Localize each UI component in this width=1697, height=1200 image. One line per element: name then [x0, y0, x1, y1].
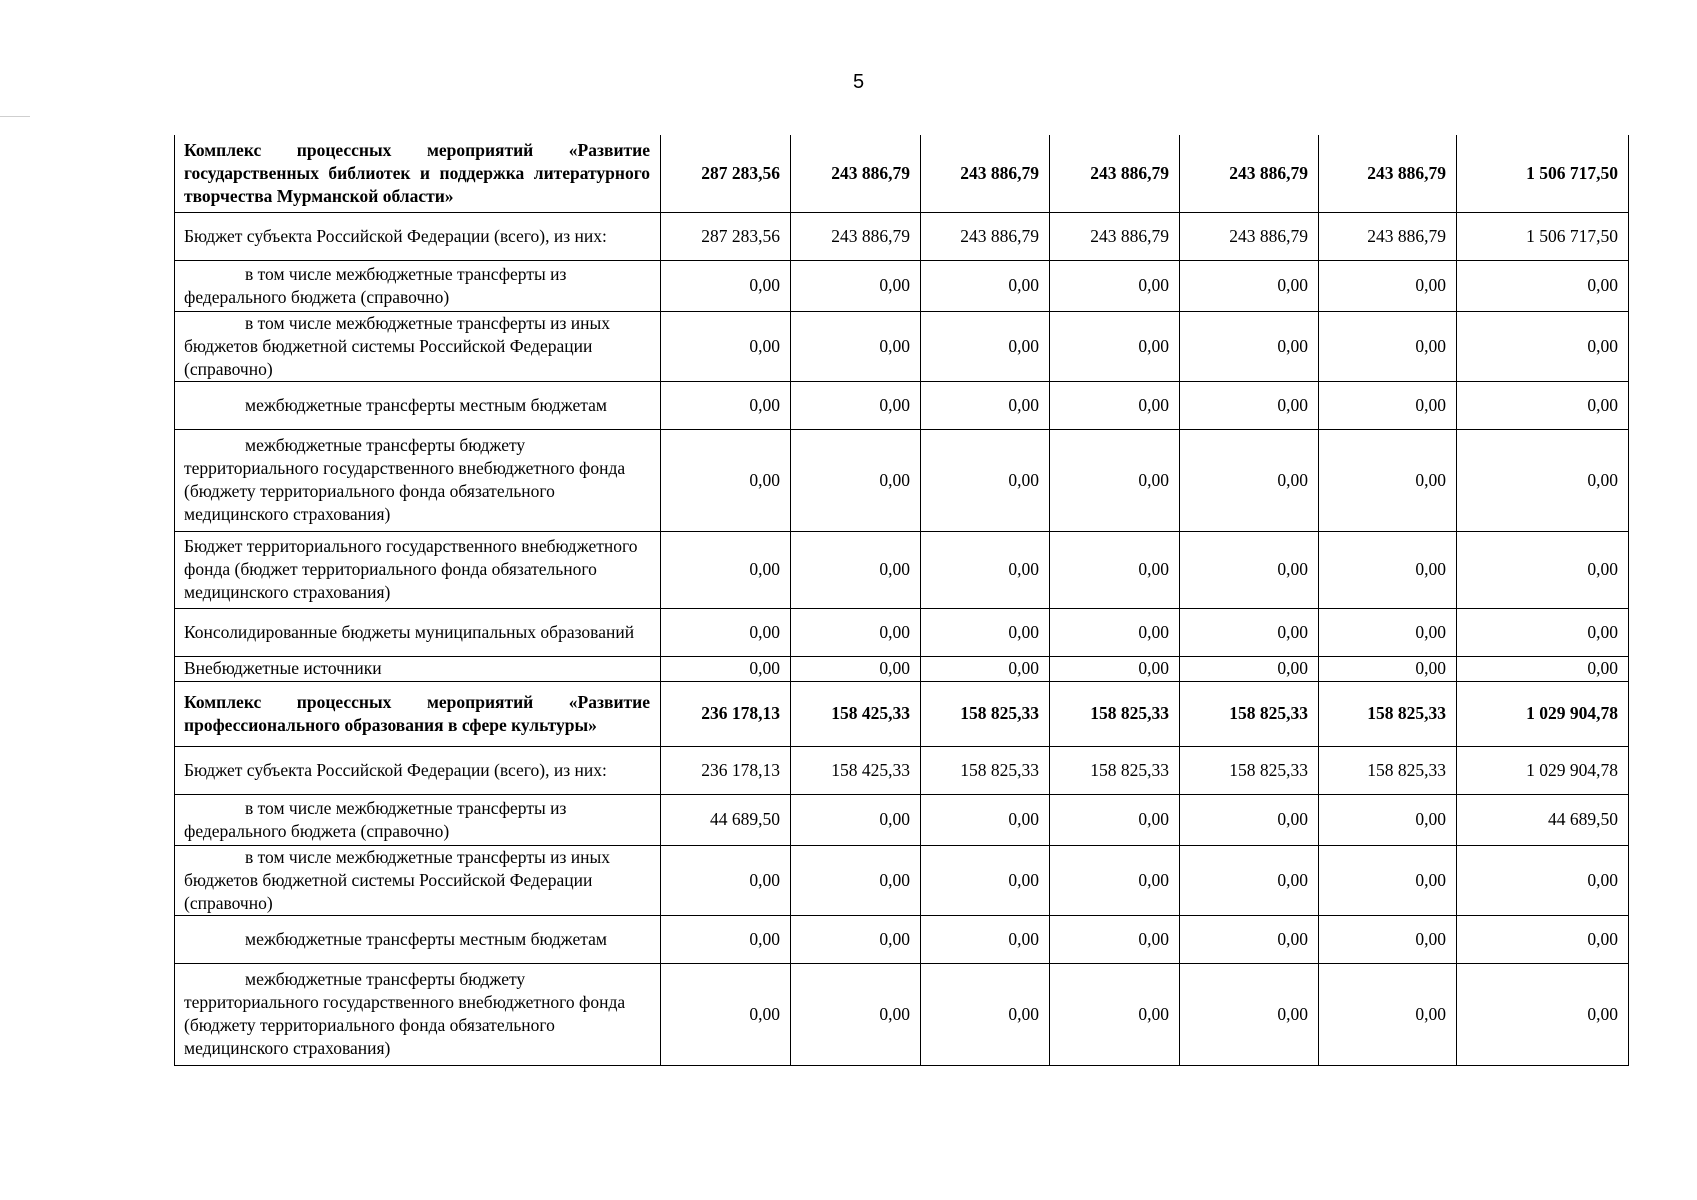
value-cell: 0,00: [661, 429, 791, 531]
value-cell: 0,00: [1050, 656, 1180, 681]
value-cell: 0,00: [791, 381, 921, 429]
value-cell: 158 825,33: [1180, 681, 1319, 746]
value-cell: 0,00: [1050, 845, 1180, 915]
row-label: в том числе межбюджетные трансферты из иных бюджетов бюджетной системы Российской Федерации (справочно): [175, 845, 661, 915]
table-row: [175, 845, 1629, 915]
value-cell: 0,00: [791, 260, 921, 311]
page-number: 5: [852, 71, 865, 93]
value-cell: 243 886,79: [921, 135, 1050, 212]
value-cell: 0,00: [1319, 311, 1457, 381]
value-cell: 0,00: [921, 794, 1050, 845]
value-cell: 0,00: [921, 915, 1050, 963]
value-cell: 0,00: [921, 260, 1050, 311]
value-cell: 158 825,33: [1319, 746, 1457, 794]
value-cell: 0,00: [1319, 845, 1457, 915]
value-cell: 0,00: [661, 915, 791, 963]
value-cell: 0,00: [661, 260, 791, 311]
total-cell: 0,00: [1457, 260, 1629, 311]
value-cell: 236 178,13: [661, 746, 791, 794]
value-cell: 236 178,13: [661, 681, 791, 746]
value-cell: 0,00: [661, 531, 791, 608]
value-cell: 0,00: [1050, 531, 1180, 608]
value-cell: 243 886,79: [1050, 135, 1180, 212]
value-cell: 0,00: [1180, 531, 1319, 608]
table-row: [175, 429, 1629, 531]
table-row: [175, 915, 1629, 963]
row-label: Бюджет территориального государственного внебюджетного фонда (бюджет территориального фонда обязательного медицинского страхования): [175, 531, 661, 608]
value-cell: 243 886,79: [1180, 135, 1319, 212]
row-label: Комплекс процессных мероприятий «Развитие профессионального образования в сфере культуры»: [175, 681, 661, 746]
row-label: межбюджетные трансферты бюджету территориального государственного внебюджетного фонда (бюджету территориального фонда обязательного медицинского страхования): [175, 429, 661, 531]
value-cell: 0,00: [1319, 381, 1457, 429]
value-cell: 0,00: [1319, 260, 1457, 311]
value-cell: 0,00: [1319, 656, 1457, 681]
table-row: [175, 794, 1629, 845]
table-row: [175, 381, 1629, 429]
value-cell: 0,00: [1050, 915, 1180, 963]
table-row: [175, 311, 1629, 381]
value-cell: 0,00: [661, 608, 791, 656]
value-cell: 287 283,56: [661, 212, 791, 260]
value-cell: 0,00: [791, 311, 921, 381]
value-cell: 0,00: [1180, 794, 1319, 845]
value-cell: 243 886,79: [1319, 212, 1457, 260]
value-cell: 0,00: [791, 656, 921, 681]
table-row: [175, 963, 1629, 1065]
total-cell: 0,00: [1457, 429, 1629, 531]
value-cell: 0,00: [661, 311, 791, 381]
section-row: [175, 135, 1629, 212]
value-cell: 0,00: [661, 656, 791, 681]
total-cell: 1 029 904,78: [1457, 746, 1629, 794]
table-row: [175, 746, 1629, 794]
total-cell: 0,00: [1457, 656, 1629, 681]
value-cell: 0,00: [1319, 963, 1457, 1065]
value-cell: 158 825,33: [921, 681, 1050, 746]
table-row: [175, 531, 1629, 608]
row-label: Консолидированные бюджеты муниципальных образований: [175, 608, 661, 656]
value-cell: 0,00: [1319, 794, 1457, 845]
value-cell: 0,00: [1180, 845, 1319, 915]
value-cell: 158 825,33: [921, 746, 1050, 794]
row-label: в том числе межбюджетные трансферты из федерального бюджета (справочно): [175, 260, 661, 311]
row-label: межбюджетные трансферты местным бюджетам: [175, 915, 661, 963]
row-label: Комплекс процессных мероприятий «Развитие государственных библиотек и поддержка литературного творчества Мурманской области»: [175, 135, 661, 212]
value-cell: 0,00: [791, 845, 921, 915]
value-cell: 0,00: [1050, 608, 1180, 656]
row-label: межбюджетные трансферты бюджету территориального государственного внебюджетного фонда (бюджету территориального фонда обязательного медицинского страхования): [175, 963, 661, 1065]
value-cell: 0,00: [1180, 429, 1319, 531]
value-cell: 0,00: [1319, 608, 1457, 656]
value-cell: 0,00: [791, 429, 921, 531]
total-cell: 0,00: [1457, 845, 1629, 915]
row-label: Бюджет субъекта Российской Федерации (всего), из них:: [175, 212, 661, 260]
row-label: в том числе межбюджетные трансферты из федерального бюджета (справочно): [175, 794, 661, 845]
table-row: [175, 656, 1629, 681]
row-label: межбюджетные трансферты местным бюджетам: [175, 381, 661, 429]
total-cell: 0,00: [1457, 915, 1629, 963]
row-label: в том числе межбюджетные трансферты из иных бюджетов бюджетной системы Российской Федерации (справочно): [175, 311, 661, 381]
value-cell: 0,00: [1050, 311, 1180, 381]
value-cell: 0,00: [791, 531, 921, 608]
section-row: [175, 681, 1629, 746]
value-cell: 0,00: [1180, 608, 1319, 656]
value-cell: 44 689,50: [661, 794, 791, 845]
budget-table: [174, 135, 1629, 1066]
value-cell: 243 886,79: [921, 212, 1050, 260]
table-row: [175, 212, 1629, 260]
value-cell: 243 886,79: [791, 212, 921, 260]
value-cell: 0,00: [661, 845, 791, 915]
value-cell: 0,00: [1050, 381, 1180, 429]
value-cell: 0,00: [661, 963, 791, 1065]
value-cell: 158 825,33: [1050, 746, 1180, 794]
value-cell: 0,00: [1050, 260, 1180, 311]
value-cell: 0,00: [1180, 381, 1319, 429]
value-cell: 243 886,79: [1180, 212, 1319, 260]
value-cell: 158 425,33: [791, 746, 921, 794]
value-cell: 0,00: [661, 381, 791, 429]
value-cell: 0,00: [791, 963, 921, 1065]
total-cell: 0,00: [1457, 963, 1629, 1065]
value-cell: 0,00: [1319, 429, 1457, 531]
value-cell: 0,00: [921, 656, 1050, 681]
row-label: Бюджет субъекта Российской Федерации (всего), из них:: [175, 746, 661, 794]
value-cell: 243 886,79: [1319, 135, 1457, 212]
value-cell: 0,00: [921, 531, 1050, 608]
value-cell: 0,00: [791, 794, 921, 845]
table-body: [175, 135, 1629, 1065]
value-cell: 0,00: [921, 845, 1050, 915]
total-cell: 0,00: [1457, 311, 1629, 381]
value-cell: 0,00: [1050, 429, 1180, 531]
value-cell: 0,00: [1050, 794, 1180, 845]
value-cell: 243 886,79: [791, 135, 921, 212]
value-cell: 0,00: [1180, 963, 1319, 1065]
value-cell: 0,00: [1050, 963, 1180, 1065]
value-cell: 0,00: [1180, 260, 1319, 311]
table-row: [175, 608, 1629, 656]
value-cell: 243 886,79: [1050, 212, 1180, 260]
value-cell: 0,00: [791, 608, 921, 656]
value-cell: 0,00: [1180, 656, 1319, 681]
value-cell: 158 825,33: [1180, 746, 1319, 794]
value-cell: 158 425,33: [791, 681, 921, 746]
value-cell: 0,00: [791, 915, 921, 963]
value-cell: 158 825,33: [1050, 681, 1180, 746]
value-cell: 0,00: [921, 311, 1050, 381]
value-cell: 0,00: [921, 608, 1050, 656]
value-cell: 0,00: [1180, 915, 1319, 963]
value-cell: 0,00: [1319, 531, 1457, 608]
value-cell: 0,00: [921, 963, 1050, 1065]
value-cell: 0,00: [1319, 915, 1457, 963]
value-cell: 0,00: [1180, 311, 1319, 381]
total-cell: 1 029 904,78: [1457, 681, 1629, 746]
total-cell: 44 689,50: [1457, 794, 1629, 845]
value-cell: 0,00: [921, 381, 1050, 429]
total-cell: 1 506 717,50: [1457, 135, 1629, 212]
value-cell: 158 825,33: [1319, 681, 1457, 746]
scan-mark: [0, 116, 30, 117]
table-row: [175, 260, 1629, 311]
row-label: Внебюджетные источники: [175, 656, 661, 681]
total-cell: 0,00: [1457, 531, 1629, 608]
value-cell: 0,00: [921, 429, 1050, 531]
total-cell: 0,00: [1457, 381, 1629, 429]
value-cell: 287 283,56: [661, 135, 791, 212]
total-cell: 1 506 717,50: [1457, 212, 1629, 260]
total-cell: 0,00: [1457, 608, 1629, 656]
